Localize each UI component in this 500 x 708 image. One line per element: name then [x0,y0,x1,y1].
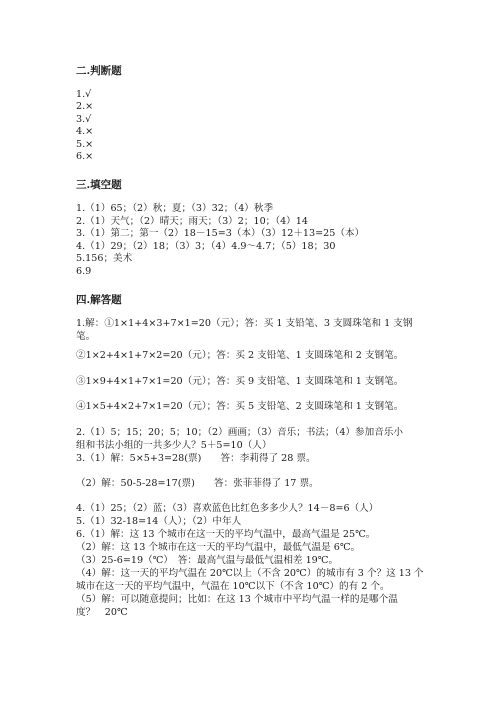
solution-line: ④1×5+4×2+7×1=20（元）；答：买 5 支铅笔、2 支圆珠笔和 1 支钢笔。 [76,401,404,412]
judgement-answer: 2.× [76,101,94,112]
solution-line: 笔。 [76,331,96,342]
solution-line: 5.（1）32-18=14（人）；（2）中年人 [76,516,242,527]
solution-line: （4）解：这一天的平均气温在 20℃以上（不含 20℃）的城市有 3 个？这 13 个 [76,568,424,579]
solution-line: （2）解：这 13 个城市在这一天的平均气温中，最低气温是 6℃。 [76,542,361,553]
section-title-judgement: 二.判断题 [76,65,122,77]
fill-in-answer: 1.（1）65；（2）秋；夏；（3）32；（4）秋季 [76,203,274,214]
judgement-answer: 6.× [76,151,94,162]
fill-in-answer: 5.156；美术 [76,253,133,264]
section-title-fill-in: 三.填空题 [76,179,122,191]
solution-line: 组和书法小组的一共多少人？5＋5=10（人） [76,440,272,451]
fill-in-answer: 3.（1）第二；第一（2）18－15=3（本）（3）12＋13=25（本） [76,228,365,239]
section-title-solutions: 四.解答题 [76,294,122,306]
solution-line: 城市在这一天的平均气温中，气温在 10℃以下（不含 10℃）的有 2 个。 [76,581,390,592]
judgement-answer: 3.√ [76,114,92,125]
solution-line: 6.（1）解：这 13 个城市在这一天的平均气温中，最高气温是 25℃。 [76,529,376,540]
fill-in-answer: 6.9 [76,266,92,277]
solution-line: （5）解：可以随意提问；比如：在这 13 个城市中平均气温一样的是哪个温 [76,594,398,605]
solution-line: 1.解：①1×1+4×3+7×1=20（元）；答：买 1 支铅笔、3 支圆珠笔和 1 支钢 [76,318,413,329]
judgement-answer: 4.× [76,126,94,137]
solution-line: ③1×9+4×1+7×1=20（元）；答：买 9 支铅笔、1 支圆珠笔和 1 支钢笔。 [76,376,404,387]
judgement-answer: 5.× [76,139,94,150]
solution-line: 度？ 20℃ [76,607,128,618]
solution-line: （2）解：50-5-28=17(票) 答：张菲菲得了 17 票。 [76,478,319,489]
fill-in-answer: 2.（1）天气；（2）晴天；雨天；（3）2；10；（4）14 [76,216,308,227]
fill-in-answer: 4.（1）29；（2）18；（3）3；（4）4.9～4.7；（5）18；30 [76,241,336,252]
solution-line: 3.（1）解：5×5+3=28(票) 答：李莉得了 28 票。 [76,453,316,464]
solution-line: ②1×2+4×1+7×2=20（元）；答：买 2 支铅笔、1 支圆珠笔和 2 支钢笔。 [76,350,404,361]
judgement-answer: 1.√ [76,89,92,100]
solution-line: 2.（1）5；15；20；5；10；（2）画画；（3）音乐；书法；（4）参加音乐小 [76,427,404,438]
solution-line: （3）25-6=19（℃） 答：最高气温与最低气温相差 19℃。 [76,555,339,566]
solution-line: 4.（1）25；（2）蓝；（3）喜欢蓝色比红色多多少人？14－8=6（人） [76,503,379,514]
